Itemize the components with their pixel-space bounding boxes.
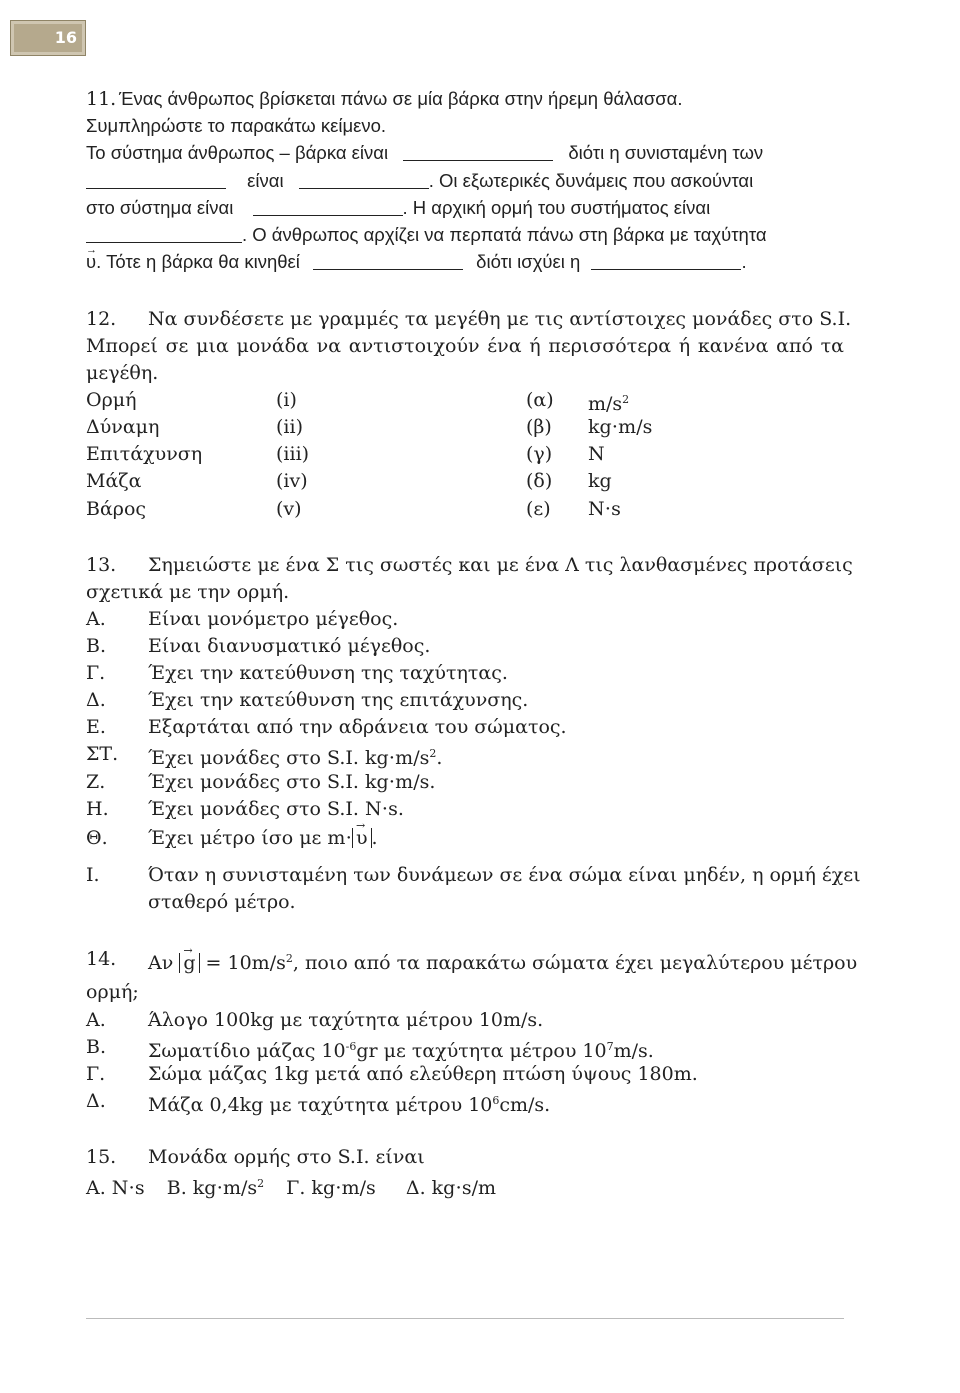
q11-text-6a: . Ο άνθρωπος αρχίζει να περπατά πάνω στη βάρκα με ταχύτητα xyxy=(242,224,767,245)
roman-label: (ii) xyxy=(276,416,303,438)
option-text: Σωματίδιο μάζας 10 xyxy=(148,1040,346,1062)
q12-line-2: Μπορεί σε μια μονάδα να αντιστοιχούν ένα ή περισσότερα ή κανένα από τα xyxy=(86,335,844,357)
item-text-end: . xyxy=(436,747,443,769)
quantity-label: Ορμή xyxy=(86,389,137,411)
item-text: Έχει μέτρο ίσο με m⋅ xyxy=(148,827,352,849)
item-label: Β. xyxy=(86,635,107,657)
quantity-label: Μάζα xyxy=(86,470,142,492)
roman-label: (i) xyxy=(276,389,297,411)
option-text: m/s. xyxy=(613,1040,654,1062)
velocity-vector-symbol: → υ xyxy=(356,828,368,848)
q14-exponent: 2 xyxy=(285,952,293,965)
gravity-magnitude xyxy=(179,953,199,973)
option-text: Άλογο 100kg με ταχύτητα μέτρου 10m/s. xyxy=(148,1009,544,1031)
q14-line-2: ορμή; xyxy=(86,981,139,1003)
q15-option-d: Δ. kg⋅s/m xyxy=(405,1177,496,1199)
q11-text-4b: . Οι εξωτερικές δυνάμεις που ασκούνται xyxy=(428,170,754,191)
q11-number: 11. xyxy=(86,88,117,110)
letter-label: (δ) xyxy=(526,470,553,492)
item-label: Ι. xyxy=(86,864,100,886)
q11-text-7c: . xyxy=(741,251,747,272)
item-label: Η. xyxy=(86,798,109,820)
q11-text-7a: . Τότε η βάρκα θα κινηθεί xyxy=(96,251,300,272)
unit-text: m/s xyxy=(588,393,623,415)
item-text: Εξαρτάται από την αδράνεια του σώματος. xyxy=(148,716,567,738)
option-text: Σώμα μάζας 1kg μετά από ελεύθερη πτώση ύψους 180m. xyxy=(148,1063,698,1085)
blank-7 xyxy=(591,251,741,270)
item-label: Ε. xyxy=(86,716,106,738)
q11-line-2: Συμπληρώστε το παρακάτω κείμενο. xyxy=(86,115,387,136)
item-text-end: . xyxy=(371,827,378,849)
roman-label: (v) xyxy=(276,498,302,520)
velocity-vector-symbol: → υ xyxy=(86,249,96,275)
unit-label: kg xyxy=(588,470,612,492)
item-label: Γ. xyxy=(86,662,106,684)
page-number: 16 xyxy=(54,28,77,47)
q15-text: Μονάδα ορμής στο S.I. είναι xyxy=(148,1146,425,1168)
letter-label: (γ) xyxy=(526,443,553,465)
q13-line-2: σχετικά με την ορμή. xyxy=(86,581,290,603)
item-exponent: 2 xyxy=(429,747,437,760)
q15-options xyxy=(86,1171,496,1201)
q11-line-6 xyxy=(86,222,767,248)
q15-option-b-group xyxy=(167,1177,264,1199)
option-text: Μάζα 0,4kg με ταχύτητα μέτρου 10 xyxy=(148,1094,493,1116)
option-label: Δ. xyxy=(86,1090,106,1112)
q14-text-1 xyxy=(148,946,857,976)
item-label: Δ. xyxy=(86,689,106,711)
roman-label: (iv) xyxy=(276,470,308,492)
item-text: Όταν η συνισταμένη των δυνάμεων σε ένα σώμα είναι μηδέν, η ορμή έχει xyxy=(148,864,861,886)
q15-option-c: Γ. kg⋅m/s xyxy=(286,1177,376,1199)
unit-label xyxy=(588,387,629,417)
letter-label: (ε) xyxy=(526,498,551,520)
q11-line-5 xyxy=(86,195,710,221)
q11-text-3b: διότι η συνισταμένη των xyxy=(568,142,764,163)
unit-label: kg⋅m/s xyxy=(588,416,653,438)
quantity-label: Επιτάχυνση xyxy=(86,443,203,465)
q11-text-4a: είναι xyxy=(247,170,284,191)
q15-option-b: Β. kg⋅m/s xyxy=(166,1177,258,1199)
blank-2 xyxy=(86,170,226,189)
q11-text-5b: . Η αρχική ορμή του συστήματος είναι xyxy=(402,197,711,218)
q11-line-7 xyxy=(86,249,747,275)
blank-4 xyxy=(253,197,403,216)
option-text-group xyxy=(148,1034,654,1064)
q14-text-post-a: = 10m/s xyxy=(205,952,286,974)
q14-text-pre: Αν xyxy=(148,952,174,974)
q15-number: 15. xyxy=(86,1146,117,1168)
option-exponent: 7 xyxy=(606,1040,614,1053)
option-label: Γ. xyxy=(86,1063,106,1085)
q13-number: 13. xyxy=(86,554,117,576)
q11-text-7b: διότι ισχύει η xyxy=(476,251,581,272)
item-text: Έχει μονάδες στο S.I. kg⋅m/s. xyxy=(148,771,436,793)
unit-exponent: 2 xyxy=(622,393,630,406)
item-text: Έχει μονάδες στο S.I. N⋅s. xyxy=(148,798,404,820)
blank-1 xyxy=(403,142,553,161)
option-text: gr με ταχύτητα μέτρου 10 xyxy=(356,1040,607,1062)
q11-text-5a: στο σύστημα είναι xyxy=(86,197,234,218)
q11-text-1: Ένας άνθρωπος βρίσκεται πάνω σε μία βάρκα στην ήρεμη θάλασσα. xyxy=(119,88,683,109)
gravity-vector-symbol: → g xyxy=(183,953,195,973)
roman-label: (iii) xyxy=(276,443,310,465)
option-exponent: 6 xyxy=(492,1094,500,1107)
q12-text-1: Να συνδέσετε με γραμμές τα μεγέθη με τις αντίστοιχες μονάδες στο S.I. xyxy=(148,308,852,330)
letter-label: (β) xyxy=(526,416,552,438)
blank-3 xyxy=(299,170,429,189)
velocity-magnitude xyxy=(352,828,372,848)
q13-iota-line-2: σταθερό μέτρο. xyxy=(148,891,296,913)
item-text-group xyxy=(148,825,378,851)
q12-number: 12. xyxy=(86,308,117,330)
item-text: Έχει την κατεύθυνση της ταχύτητας. xyxy=(148,662,508,684)
q15-option-b-exponent: 2 xyxy=(257,1177,265,1190)
q11-line-4 xyxy=(86,168,753,194)
option-label: Α. xyxy=(86,1009,106,1031)
q11-line-3 xyxy=(86,140,763,166)
item-label: Α. xyxy=(86,608,106,630)
option-text: cm/s. xyxy=(499,1094,551,1116)
q11-text-3a: Το σύστημα άνθρωπος – βάρκα είναι xyxy=(86,142,389,163)
item-text: Έχει την κατεύθυνση της επιτάχυνσης. xyxy=(148,689,529,711)
option-exponent: -6 xyxy=(345,1040,357,1053)
letter-label: (α) xyxy=(526,389,554,411)
item-text: Είναι μονόμετρο μέγεθος. xyxy=(148,608,399,630)
q12-line-3: μεγέθη. xyxy=(86,362,159,384)
page-number-badge xyxy=(10,20,86,56)
quantity-label: Δύναμη xyxy=(86,416,160,438)
footer-divider xyxy=(86,1318,844,1319)
option-text-group xyxy=(148,1088,550,1118)
item-text-group xyxy=(148,741,442,771)
q13-text-1: Σημειώστε με ένα Σ τις σωστές και με ένα Λ τις λανθασμένες προτάσεις xyxy=(148,554,853,576)
blank-6 xyxy=(313,251,463,270)
q14-number: 14. xyxy=(86,948,117,970)
item-label: Θ. xyxy=(86,827,108,849)
quantity-label: Βάρος xyxy=(86,498,147,520)
unit-label: N⋅s xyxy=(588,498,621,520)
blank-5 xyxy=(86,224,242,243)
q11-line-1 xyxy=(86,86,683,112)
item-label: Ζ. xyxy=(86,771,106,793)
item-text: Είναι διανυσματικό μέγεθος. xyxy=(148,635,431,657)
unit-label: N xyxy=(588,443,605,465)
item-label: ΣΤ. xyxy=(86,743,119,765)
item-text: Έχει μονάδες στο S.I. kg⋅m/s xyxy=(148,747,430,769)
option-label: Β. xyxy=(86,1036,107,1058)
q14-text-post-b: , ποιο από τα παρακάτω σώματα έχει μεγαλύτερου μέτρου xyxy=(292,952,858,974)
q15-option-a: Α. N⋅s xyxy=(86,1177,145,1199)
